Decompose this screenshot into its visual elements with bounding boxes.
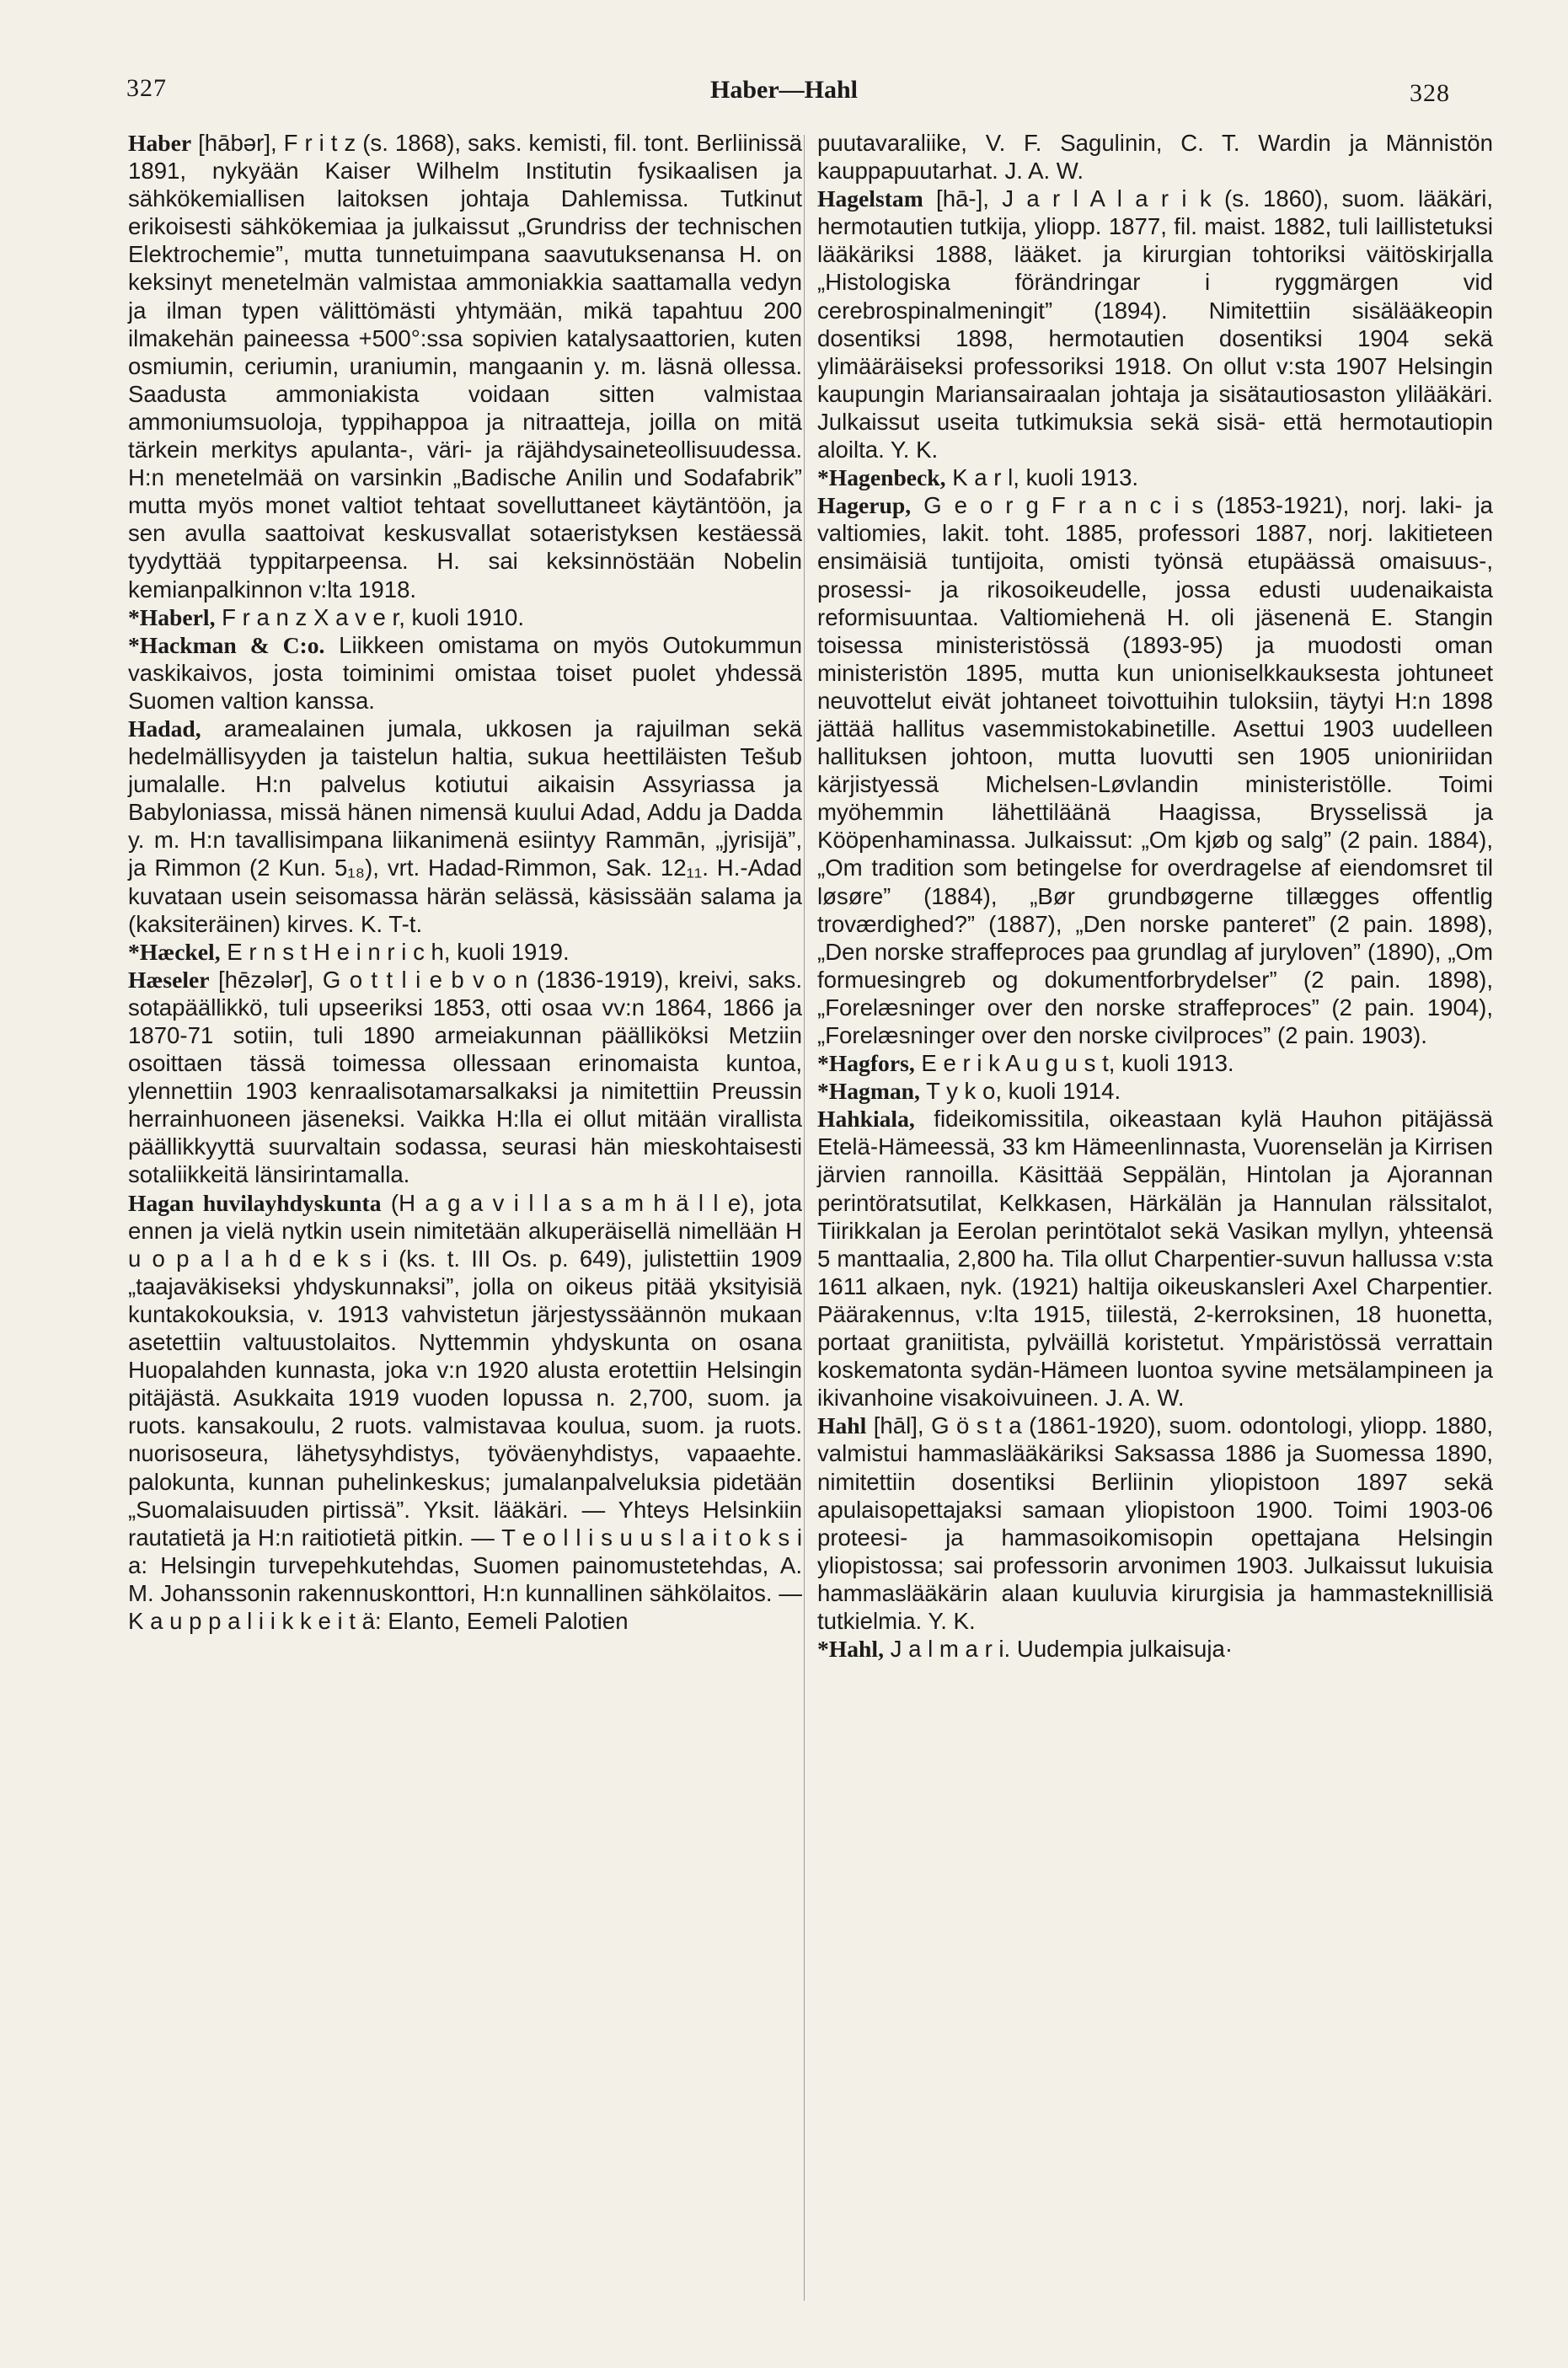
entry-text: aramealainen jumala, ukkosen ja rajuilman sekä hedelmällisyyden ja taistelun haltia, sukua heettiläisten Tešub jumalalle. H:n palvelus kotiutui aikaisin Assyriassa ja Babyloniassa, missä hänen nimensä kuului Adad, Addu ja Dadda y. m. H:n tavallisimpana liikanimenä esiintyy Rammān, „jyrisijä”, ja Rimmon (2 Kun. 5₁₈), vrt. Hadad-Rimmon, Sak. 12₁₁. H.-Adad kuvataan usein seisomassa härän selässä, käsissään salama ja (kaksiteräinen) kirves. K. T-t. [128,715,802,937]
entry-hackman [128,631,802,715]
page-number-left: 327 [126,74,167,102]
entry-text: [hēzələr], G o t t l i e b v o n (1836-1919), kreivi, saks. sotapäällikkö, tuli upseeriksi 1853, otti osaa vv:n 1864, 1866 ja 1870-71 sotiin, tuli 1890 armeiakunnan päälliköksi Metziin osoittaen tässä toimessa ollessaan erinomaista kuntoa, ylennettiin 1903 kenraalisotamarsalkaksi ja nimitettiin Preussin herrainhuoneen jäseneksi. Vaikka H:lla ei ollut mitään virallista päällikkyyttä suurvaltain sodassa, seurasi hän mieskohtaisesti sotaliikkeitä länsirintamalla. [128,966,802,1188]
entry-hagerup [817,491,1493,1049]
entry-haberl [128,603,802,631]
entry-headword: Hadad, [128,715,201,742]
entry-hagan-huvilayhdyskunta [128,1189,802,1636]
entry-headword: Hæseler [128,966,210,993]
entry-haeckel [128,938,802,966]
entry-text: E r n s t H e i n r i c h, kuoli 1919. [220,938,570,965]
entry-text: (H a g a v i l l a s a m h ä l l e), jota ennen ja vielä nytkin usein nimitetään alkuperäisellä nimellään H u o p a l a h d e k s i (ks. t. III Os. p. 649), julistettiin 1909 „taajaväkiseksi yhdyskunnaksi”, jolla on oikeus pitää yksityisiä kuntakokouksia, v. 1913 vahvistetun järjestyssäännön mukaan asetettiin valtuustolaitos. Nyttemmin yhdyskunta on osana Huopalahden kunnasta, joka v:n 1920 alusta erotettiin Helsingin pitäjästä. Asukkaita 1919 vuoden lopussa n. 2,700, suom. ja ruots. kansakoulu, 2 ruots. valmistavaa koulua, suom. ja ruots. nuorisoseura, lähetysyhdistys, työväenyhdistys, vapaaehte. palokunta, kunnan puhelinkeskus; jumalanpalveluksia pidetään „Suomalaisuuden pirtissä”. Yksit. lääkäri. — Yhteys Helsinkiin rautatietä ja H:n raitiotietä pitkin. — T e o l l i s u u s l a i t o k s i a: Helsingin turvepehkutehdas, Suomen painomustetehdas, A. M. Johanssonin rakennuskonttori, H:n kunnallinen sähkölaitos. — K a u p p a l i i k k e i t ä: Elanto, Eemeli Palotien [128,1189,802,1634]
entry-headword: *Haberl, [128,603,216,630]
entry-text: K a r l, kuoli 1913. [945,464,1139,491]
entry-headword: *Hahl, [817,1636,884,1663]
entry-text: fideikomissitila, oikeastaan kylä Hauhon pitäjässä Etelä-Hämeessä, 33 km Hämeenlinnasta, Vuorenselän ja Kirrisen järvien rannoilla. Käsittää Seppälän, Hintolan ja Ajorannan perintöratsutilat, Kelkkasen, Härkälän ja Hannulan rälssitalot, Tiirikkalan ja Eerolan perintötalot sekä Vasikan myllyn, yhteensä 5 manttaalia, 2,800 ha. Tila ollut Charpentier-suvun hallussa v:sta 1611 alkaen, nyk. (1921) haltija oikeuskansleri Axel Charpentier. Päärakennus, v:lta 1915, tiilestä, 2-kerroksinen, 18 huonetta, portaat graniitista, pylväillä koristetut. Ympäristössä verrattain koskematonta sydän-Hämeen luontoa syvine metsälampineen ja ikivanhoine visakoivuineen. J. A. W. [817,1106,1493,1412]
entry-text: puutavaraliike, V. F. Sagulinin, C. T. Wardin ja Männistön kauppapuutarhat. J. A. W. [817,130,1493,185]
entry-headword: Hahl [817,1412,867,1439]
entry-text: Liikkeen omistama on myös Outokummun vaskikaivos, josta toiminimi omistaa toiset puolet yhdessä Suomen valtion kanssa. [128,631,802,714]
left-column [128,129,802,1635]
entry-hahl-jalmari [817,1635,1493,1663]
entry-text: [hābər], F r i t z (s. 1868), saks. kemisti, fil. tont. Berliinissä 1891, nykyään Kaiser Wilhelm Institutin fysikaalisen ja sähkökemiallisen laitoksen johtaja Dahlemissa. Tutkinut erikoisesti sähkökemiaa ja julkaissut „Grundriss der technischen Elektrochemie”, mutta tunnetuimpana saavutuksenansa H. on keksinyt menetelmän valmistaa ammoniakkia saattamalla vedyn ja ilman typen välittömästi yhtymään, mikä tapahtuu 200 ilmakehän paineessa +500°:ssa sopivien katalysaattorien, kuten osmiumin, ceriumin, uraniumin, mangaanin y. m. läsnä ollessa. Saadusta ammoniakista voidaan sitten valmistaa ammoniumsuoloja, typpihappoa ja nitraatteja, joilla on mitä tärkein merkitys apulanta-, väri- ja räjähdysaineteollisuudessa. H:n menetelmää on varsinkin „Badische Anilin und Sodafabrik” mutta myös monet valtiot tehtaat sovelluttaneet käytäntöön, ja sen avulla saattoivat keskusvallat sotaeristyksen kestäessä tyydyttää typpitarpeensa. H. sai keksinnöstään Nobelin kemianpalkinnon v:lta 1918. [128,130,802,603]
entry-headword: *Hagman, [817,1078,920,1105]
entry-hagman [817,1077,1493,1105]
entry-headword: *Hæckel, [128,938,221,965]
entry-haber [128,129,802,603]
page-number-right: 328 [1410,79,1450,107]
entry-headword: *Hagfors, [817,1050,915,1077]
entry-hadad [128,715,802,938]
column-divider [804,135,805,2301]
entry-text: E e r i k A u g u s t, kuoli 1913. [914,1050,1234,1077]
entry-headword: Haber [128,130,192,156]
right-column [817,129,1493,1663]
entry-hahkiala [817,1105,1493,1412]
entry-text: [hā-], J a r l A l a r i k (s. 1860), suom. lääkäri, hermotautien tutkija, yliopp. 1877, fil. maist. 1882, tuli laillistetuksi lääkäriksi 1888, lääket. ja kirurgian tohtoriksi väitöskirjalla „Histologiska förändringar i ryggmärgen vid cerebrospinalmeningit” (1894). Nimitettiin sisälääkeopin dosentiksi 1898, hermotautien dosentiksi 1904 sekä ylimääräiseksi professoriksi 1918. On ollut v:sta 1907 Helsingin kaupungin Mariansairaalan johtaja ja sisätautiosaston ylilääkäri. Julkaissut useita tutkimuksia sekä sisä- että hermotautiopin aloilta. Y. K. [817,185,1493,463]
entry-text: T y k o, kuoli 1914. [919,1078,1121,1105]
entry-text: G e o r g F r a n c i s (1853-1921), norj. laki- ja valtiomies, lakit. toht. 1885, professori 1887, norj. lakitieteen ensimäisiä tuntijoita, omisti työnsä etupäässä omaisuus-, prosessi- ja rikosoikeudelle, jossa edusti uudenaikaista reformisuuntaa. Valtiomiehenä H. oli jäsenenä E. Stangin toisessa ministeristössä (1893-95) ja muodosti oman ministeristön 1895, mutta kun unioniselkkauksesta johtuneet neuvottelut eivät johtaneet toivottuihin tuloksiin, täytyi H:n 1898 jättää hallitus vasemmistokabinetille. Asettui 1903 uudelleen hallituksen johtoon, mutta luovutti sen 1905 unioniriidan kärjistyessä Michelsen-Løvlandin ministeristölle. Toimi myöhemmin lähettiläänä Haagissa, Brysselissä ja Kööpenhaminassa. Julkaissut: „Om kjøb og salg” (2 pain. 1884), „Om tradition som betingelse for overdragelse af eiendomsret til løsøre” (1884), „Bør grundbøgerne tillægges offentlig troværdighed?” (1887), „Den norske panteret” (2 pain. 1898), „Den norske straffeproces paa grundlag af juryloven” (1890), „Om formuesingreb og dokumentforbrydelser” (2 pain. 1898), „Forelæsninger over den norske straffeproces” (2 pain. 1904), „Forelæsninger over den norske civilproces” (2 pain. 1903). [817,492,1493,1048]
entry-hagenbeck [817,463,1493,491]
entry-text: [hāl], G ö s t a (1861-1920), suom. odontologi, yliopp. 1880, valmistui hammaslääkäriksi Saksassa 1886 ja Suomessa 1890, nimitettiin dosentiksi Berliinin yliopistoon 1897 sekä apulaisopettajaksi samaan yliopistoon 1900. Toimi 1903-06 proteesi- ja hammasoikomisopin opettajana Helsingin yliopistossa; sai professorin arvonimen 1903. Julkaissut lukuisia hammaslääkärin alaan kuuluvia kirurgisia ja hammasteknillisiä tutkielmia. Y. K. [817,1412,1493,1634]
entry-hagelstam [817,185,1493,463]
entry-headword: Hahkiala, [817,1106,915,1133]
entry-text: F r a n z X a v e r, kuoli 1910. [215,603,525,630]
running-title: Haber—Hahl [709,76,858,104]
entry-headword: *Hackman & C:o. [128,631,325,658]
page-header [0,67,1568,118]
entry-text: J a l m a r i. Uudempia julkaisuja· [883,1636,1234,1663]
entry-headword: Hagelstam [817,185,923,212]
entry-headword: Hagan huvilayhdyskunta [128,1189,382,1216]
entry-hahl-gosta [817,1412,1493,1635]
entry-headword: Hagerup, [817,492,912,519]
entry-continuation [817,129,1493,185]
entry-hagfors [817,1049,1493,1077]
entry-headword: *Hagenbeck, [817,464,946,491]
entry-haeseler [128,966,802,1189]
